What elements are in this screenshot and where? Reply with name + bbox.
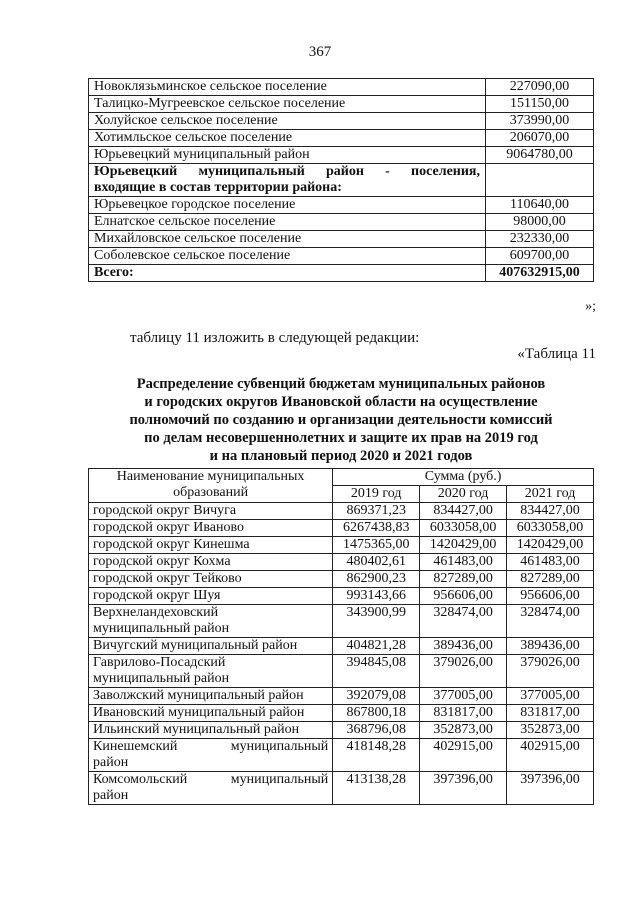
subvention-table <box>88 468 594 805</box>
settlement-amount: 206070,00 <box>486 130 594 147</box>
group-heading-amount-empty <box>486 164 594 197</box>
municipality-name: городской округ Иваново <box>89 520 333 537</box>
municipality-name-line1: Верхнеландеховский <box>93 605 219 620</box>
municipality-name-line2: муниципальный район <box>93 671 230 686</box>
group-heading-line2: входящие в состав территории района: <box>94 180 342 195</box>
amount-2019: 404821,28 <box>333 638 420 655</box>
continuation-table <box>88 78 594 282</box>
header-name-cell <box>89 469 333 503</box>
amount-2020: 831817,00 <box>420 705 507 722</box>
table-row <box>89 147 594 164</box>
municipality-name: городской округ Кинешма <box>89 537 333 554</box>
amount-2020: 377005,00 <box>420 688 507 705</box>
table-row <box>89 705 594 722</box>
amount-2020: 379026,00 <box>420 655 507 688</box>
amount-2021: 352873,00 <box>507 722 594 739</box>
header-year-2021: 2021 год <box>507 486 594 503</box>
settlement-name: Юрьевецкий муниципальный район <box>89 147 486 164</box>
table-row <box>89 638 594 655</box>
settlement-name: Холуйское сельское поселение <box>89 113 486 130</box>
settlement-name: Хотимльское сельское поселение <box>89 130 486 147</box>
table-row <box>89 688 594 705</box>
amount-2020: 1420429,00 <box>420 537 507 554</box>
amount-2021: 834427,00 <box>507 503 594 520</box>
municipality-name: Заволжский муниципальный район <box>89 688 333 705</box>
title-line: по делам несовершеннолетних и защите их прав на 2019 год <box>144 430 538 446</box>
amount-2020: 834427,00 <box>420 503 507 520</box>
header-year-2020: 2020 год <box>420 486 507 503</box>
amount-2021: 831817,00 <box>507 705 594 722</box>
municipality-name <box>89 605 333 638</box>
municipality-name <box>89 772 333 805</box>
table-row <box>89 772 594 805</box>
amount-2019: 1475365,00 <box>333 537 420 554</box>
amount-2021: 6033058,00 <box>507 520 594 537</box>
amount-2019: 418148,28 <box>333 739 420 772</box>
group-heading <box>89 164 486 197</box>
amount-2019: 392079,08 <box>333 688 420 705</box>
amount-2019: 368796,08 <box>333 722 420 739</box>
table-row <box>89 79 594 96</box>
municipality-name-line2: район <box>93 788 129 803</box>
amount-2020: 352873,00 <box>420 722 507 739</box>
table-row <box>89 605 594 638</box>
amount-2020: 389436,00 <box>420 638 507 655</box>
settlement-amount: 227090,00 <box>486 79 594 96</box>
header-sum: Сумма (руб.) <box>333 469 594 486</box>
page-number: 367 <box>308 44 332 60</box>
table-row <box>89 571 594 588</box>
municipality-name <box>89 739 333 772</box>
amount-2019: 394845,08 <box>333 655 420 688</box>
municipality-name: городской округ Шуя <box>89 588 333 605</box>
settlement-amount: 98000,00 <box>486 214 594 231</box>
amount-2020: 397396,00 <box>420 772 507 805</box>
header-name-line2: образований <box>173 485 249 500</box>
settlement-name: Новоклязьминское сельское поселение <box>89 79 486 96</box>
settlement-name: Талицко-Мугреевское сельское поселение <box>89 96 486 113</box>
amount-2021: 377005,00 <box>507 688 594 705</box>
table-row <box>89 96 594 113</box>
amount-2021: 827289,00 <box>507 571 594 588</box>
municipality-name: Вичугский муниципальный район <box>89 638 333 655</box>
amount-2020: 827289,00 <box>420 571 507 588</box>
title-line: и на плановый период 2020 и 2021 годов <box>209 448 473 464</box>
municipality-name <box>89 655 333 688</box>
table-title <box>88 375 594 465</box>
amount-2021: 389436,00 <box>507 638 594 655</box>
instruction-text: таблицу 11 изложить в следующей редакции: <box>130 330 420 346</box>
title-line: и городских округов Ивановской области на осуществление <box>144 394 538 410</box>
settlement-name: Михайловское сельское поселение <box>89 231 486 248</box>
title-line: Распределение субвенций бюджетам муниципальных районов <box>136 376 546 392</box>
amount-2020: 402915,00 <box>420 739 507 772</box>
table-row <box>89 214 594 231</box>
settlement-amount: 609700,00 <box>486 248 594 265</box>
closing-quote: »; <box>585 299 596 314</box>
table-row <box>89 113 594 130</box>
title-line: полномочий по созданию и организации деятельности комиссий <box>129 412 553 428</box>
settlement-amount: 232330,00 <box>486 231 594 248</box>
header-name-line1: Наименование муниципальных <box>116 469 305 484</box>
group-heading-row <box>89 164 594 197</box>
amount-2019: 862900,23 <box>333 571 420 588</box>
municipality-name-line1: Гаврилово-Посадский <box>93 655 226 670</box>
amount-2021: 379026,00 <box>507 655 594 688</box>
table-row <box>89 739 594 772</box>
amount-2020: 328474,00 <box>420 605 507 638</box>
amount-2019: 413138,28 <box>333 772 420 805</box>
amount-2021: 461483,00 <box>507 554 594 571</box>
amount-2021: 328474,00 <box>507 605 594 638</box>
amount-2019: 993143,66 <box>333 588 420 605</box>
table-row <box>89 554 594 571</box>
amount-2021: 402915,00 <box>507 739 594 772</box>
municipality-name: городской округ Кохма <box>89 554 333 571</box>
municipality-name-line2: район <box>93 755 129 770</box>
amount-2020: 461483,00 <box>420 554 507 571</box>
table-label: «Таблица 11 <box>517 346 596 362</box>
table-row <box>89 130 594 147</box>
table-row <box>89 197 594 214</box>
municipality-name-line1: Кинешемский муниципальный <box>93 739 329 754</box>
settlement-amount: 110640,00 <box>486 197 594 214</box>
amount-2019: 869371,23 <box>333 503 420 520</box>
municipality-name: Ивановский муниципальный район <box>89 705 333 722</box>
amount-2019: 343900,99 <box>333 605 420 638</box>
header-row <box>89 469 594 486</box>
municipality-name: Ильинский муниципальный район <box>89 722 333 739</box>
settlement-name: Елнатское сельское поселение <box>89 214 486 231</box>
municipality-name: городской округ Вичуга <box>89 503 333 520</box>
amount-2020: 956606,00 <box>420 588 507 605</box>
settlement-amount: 151150,00 <box>486 96 594 113</box>
amount-2020: 6033058,00 <box>420 520 507 537</box>
header-year-2019: 2019 год <box>333 486 420 503</box>
table-row <box>89 248 594 265</box>
table-row <box>89 588 594 605</box>
table-row <box>89 231 594 248</box>
settlement-name: Юрьевецкое городское поселение <box>89 197 486 214</box>
table-row <box>89 520 594 537</box>
municipality-name-line1: Комсомольский муниципальный <box>93 772 329 787</box>
amount-2019: 480402,61 <box>333 554 420 571</box>
table-row <box>89 537 594 554</box>
total-row <box>89 265 594 282</box>
settlement-amount: 373990,00 <box>486 113 594 130</box>
amount-2019: 867800,18 <box>333 705 420 722</box>
table-row <box>89 655 594 688</box>
amount-2021: 397396,00 <box>507 772 594 805</box>
group-heading-line1: Юрьевецкий муниципальный район - поселения, <box>94 164 480 179</box>
total-label: Всего: <box>89 265 486 282</box>
municipality-name: городской округ Тейково <box>89 571 333 588</box>
settlement-amount: 9064780,00 <box>486 147 594 164</box>
table-row <box>89 722 594 739</box>
amount-2021: 956606,00 <box>507 588 594 605</box>
total-amount: 407632915,00 <box>486 265 594 282</box>
amount-2019: 6267438,83 <box>333 520 420 537</box>
amount-2021: 1420429,00 <box>507 537 594 554</box>
municipality-name-line2: муниципальный район <box>93 621 230 636</box>
settlement-name: Соболевское сельское поселение <box>89 248 486 265</box>
table-row <box>89 503 594 520</box>
